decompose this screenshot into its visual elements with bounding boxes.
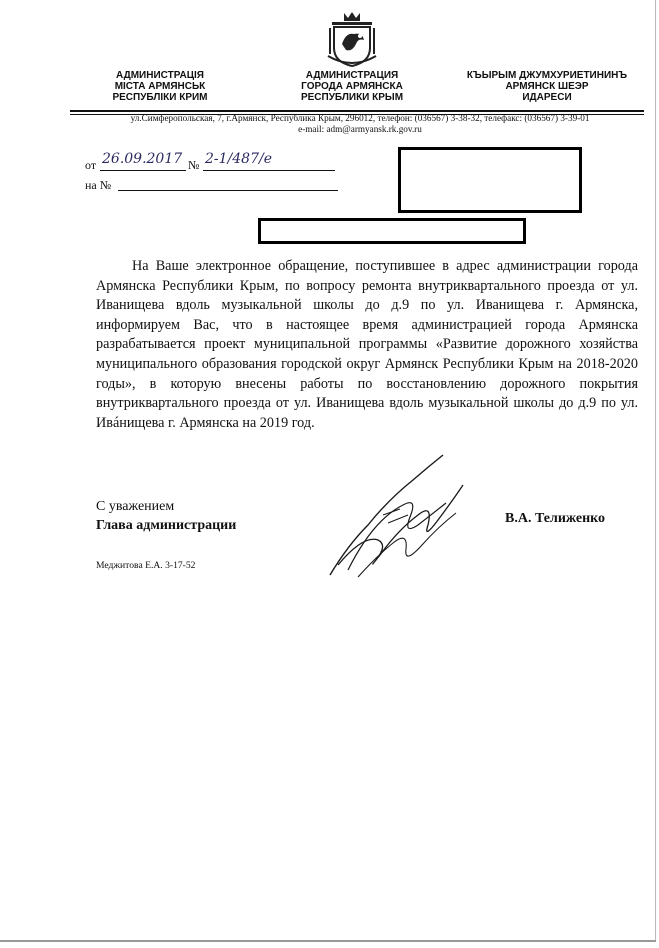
reference-number: 2-1/487/е [205, 151, 272, 167]
reference-from-label: от [85, 158, 97, 172]
letter-body: На Ваше электронное обращение, поступившее в адрес администрации города Армянска Республики Крым, по вопросу ремонта внутриквартального проезда от ул. Иванищева вдоль музыкальной школы до д.9 по ул. Иванищева г. Армянска, информируем Вас, что в настоящее время администрацией города Армянска разрабатывается проект муниципальной программы «Развитие дорожного хозяйства муниципального образования городской округ Армянск Республики Крым на 2018-2020 годы», в которую внесены работы по восстановлению дорожного покрытия внутриквартального проезда от ул. Иванищева вдоль музыкальной школы до д.9 по ул. Ивáнищева г. Армянска на 2019 год. [96, 258, 638, 431]
page-edge-right [655, 0, 656, 940]
executor-note: Меджитова Е.А. 3-17-52 [96, 560, 196, 571]
coat-of-arms-emblem [326, 10, 378, 68]
regards-text: С уважением [96, 499, 175, 514]
redacted-addressee-box [398, 147, 582, 213]
signer-position: Глава администрации [96, 518, 237, 533]
signer-name: В.А. Телиженко [505, 511, 606, 526]
reference-number-label: № [188, 158, 200, 172]
page-edge-bottom [0, 940, 656, 942]
reply-reference-label: на № [85, 178, 112, 192]
email-line: e-mail: adm@armyansk.rk.gov.ru [298, 124, 422, 134]
reference-date: 26.09.2017 [102, 151, 183, 167]
header-ukrainian: АДМИНИСТРАЦІЯ МІСТА АРМЯНСЬК РЕСПУБЛІКИ КРИМ [112, 70, 208, 103]
reply-underline [118, 190, 338, 191]
date-underline [100, 170, 186, 171]
closing-block [96, 497, 236, 535]
address-line: ул.Симферопольская, 7, г.Армянск, Республика Крым, 296012, телефон: (036567) 3-38-32, телефакс: (036567) 3-39-01 [130, 113, 590, 123]
header-rule-thick [70, 110, 644, 112]
number-underline [203, 170, 335, 171]
address-block [70, 113, 650, 135]
redacted-salutation-box [258, 218, 526, 244]
header-crimean-tatar: КЪЫРЫМ ДЖУМХУРИЕТИНИНЪ АРМЯНСК ШЕЭР ИДАРЕСИ [466, 70, 628, 103]
handwritten-signature [318, 445, 478, 585]
header-russian: АДМИНИСТРАЦИЯ ГОРОДА АРМЯНСКА РЕСПУБЛИКИ КРЫМ [300, 70, 404, 103]
